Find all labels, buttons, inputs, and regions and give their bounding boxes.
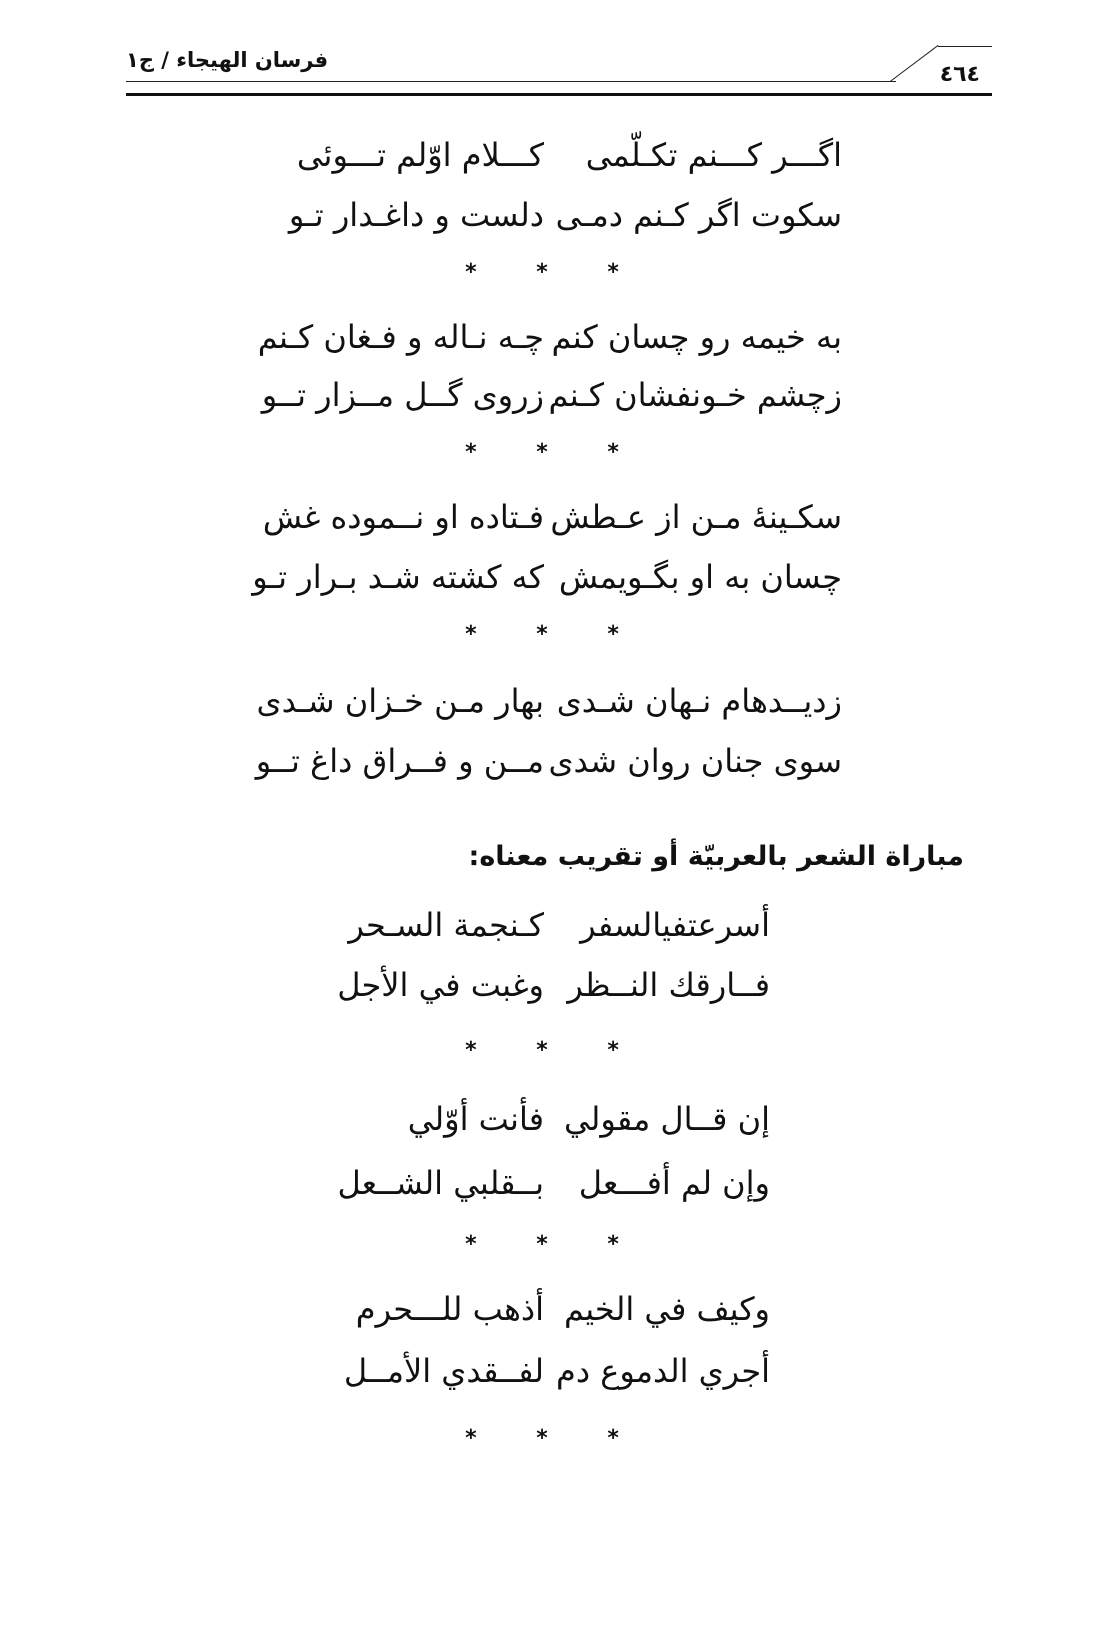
hemistich-right: أجري الدموع دم — [556, 1352, 770, 1390]
header-rule-top — [938, 46, 992, 47]
section-subheading: مباراة الشعر بالعربيّة أو تقريب معناه: — [468, 841, 964, 872]
hemistich-right: إن قــال مقولي — [563, 1100, 770, 1138]
hemistich-left: كـــلام اوّلم تـــوئى — [296, 136, 544, 174]
hemistich-right: چسان به او بگـويمش — [558, 558, 842, 596]
running-title: فرسان الهيجاء / ج۱ — [126, 48, 329, 72]
hemistich-right: اگـــر كـــنم تكـلّمى — [585, 136, 842, 174]
hemistich-left: دلست و داغـدار تـو — [288, 196, 544, 234]
hemistich-left: كـنجمة السـحر — [348, 906, 544, 944]
hemistich-left: فـتاده او نــموده غش — [262, 498, 544, 536]
stanza-separator: * * * — [465, 440, 645, 465]
stanza-separator: * * * — [465, 1038, 645, 1063]
hemistich-right: أسرعتفيالسفر — [580, 906, 770, 944]
header-rule-slant — [890, 45, 939, 82]
hemistich-right: وكيف في الخيم — [563, 1290, 770, 1328]
hemistich-left: أذهب للـــحرم — [355, 1290, 544, 1328]
hemistich-right: سكوت اگر كـنم دمـى — [555, 196, 842, 234]
hemistich-right: فــارقك النــظر — [567, 966, 770, 1004]
hemistich-left: زروى گــل مــزار تــو — [261, 376, 544, 414]
hemistich-right: به خيمه رو چسان كنم — [551, 318, 842, 356]
page-header — [126, 36, 992, 100]
hemistich-left: فأنت أوّلي — [407, 1100, 544, 1138]
header-rule-thin — [126, 81, 896, 82]
hemistich-right: سكـينۀ مـن از عـطش — [550, 498, 842, 536]
stanza-separator: * * * — [465, 1232, 645, 1257]
stanza-separator: * * * — [465, 1426, 645, 1451]
hemistich-right: زديــدهام نـهان شـدى — [556, 682, 842, 720]
hemistich-right: سوى جنان روان شدى — [548, 742, 842, 780]
page-number: ٤٦٤ — [939, 62, 980, 87]
hemistich-left: بــقلبي الشــعل — [337, 1164, 544, 1202]
hemistich-right: زچشم خـونفشان كـنم — [548, 376, 842, 414]
hemistich-left: لفــقدي الأمــل — [343, 1352, 544, 1390]
hemistich-right: وإن لم أفـــعل — [578, 1164, 770, 1202]
stanza-separator: * * * — [465, 260, 645, 285]
hemistich-left: وغبت في الأجل — [337, 966, 544, 1004]
header-rule-thick — [126, 93, 992, 96]
stanza-separator: * * * — [465, 622, 645, 647]
hemistich-left: بهار مـن خـزان شـدى — [256, 682, 544, 720]
hemistich-left: مــن و فــراق داغ تــو — [255, 742, 544, 780]
hemistich-left: كه كشته شـد بـرار تـو — [252, 558, 544, 596]
hemistich-left: چـه نـاله و فـغان كـنم — [257, 318, 544, 356]
